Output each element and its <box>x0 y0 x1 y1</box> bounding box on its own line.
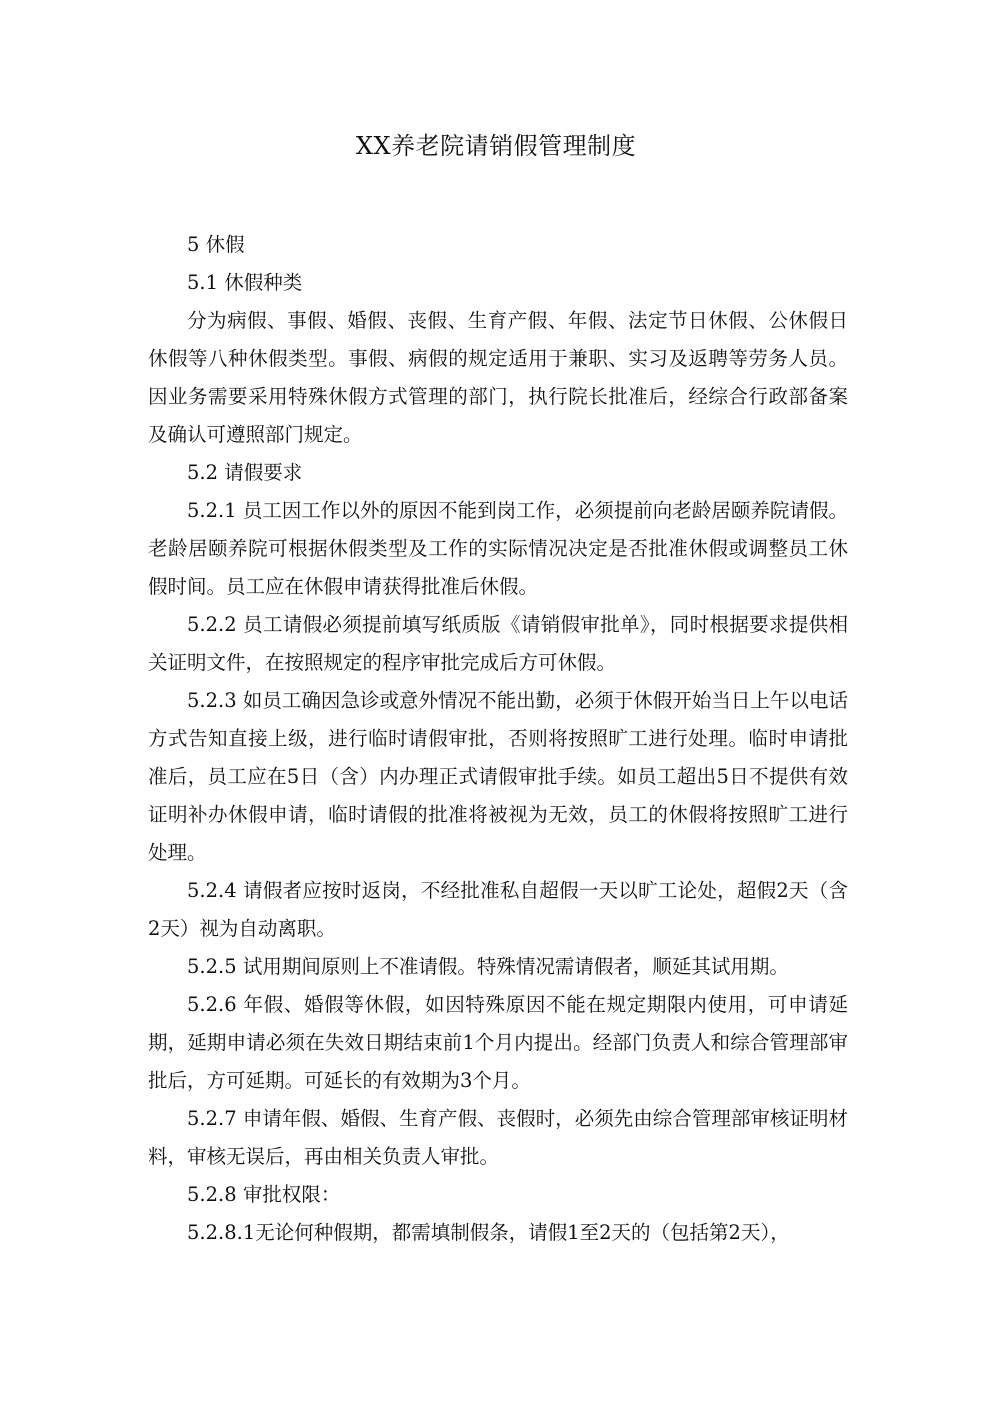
section-heading: 5 休假 <box>187 233 245 256</box>
subsection-heading: 5.2 请假要求 <box>187 461 303 484</box>
paragraph: 分为病假、事假、婚假、丧假、生育产假、年假、法定节日休假、公休假日休假等八种休假类型。事假、病假的规定适用于兼职、实习及返聘等劳务人员。因业务需要采用特殊休假方式管理的部门，执行院长批准后，经综合行政部备案及确认可遵照部门规定。 <box>148 309 848 446</box>
paragraph: 5.2.5 试用期间原则上不准请假。特殊情况需请假者，顺延其试用期。 <box>187 955 789 978</box>
paragraph: 5.2.6 年假、婚假等休假，如因特殊原因不能在规定期限内使用，可申请延期，延期申请必须在失效日期结束前1个月内提出。经部门负责人和综合管理部审批后，方可延期。可延长的有效期为3个月。 <box>148 993 848 1092</box>
document-body <box>148 226 848 1252</box>
paragraph: 5.2.7 申请年假、婚假、生育产假、丧假时，必须先由综合管理部审核证明材料，审核无误后，再由相关负责人审批。 <box>148 1107 848 1168</box>
paragraph: 5.2.1 员工因工作以外的原因不能到岗工作，必须提前向老龄居颐养院请假。老龄居颐养院可根据休假类型及工作的实际情况决定是否批准休假或调整员工休假时间。员工应在休假申请获得批准后休假。 <box>148 499 848 598</box>
document-title: XX养老院请销假管理制度 <box>355 132 637 160</box>
paragraph: 5.2.8 审批权限： <box>187 1183 341 1206</box>
subsection-heading: 5.1 休假种类 <box>187 271 303 294</box>
paragraph: 5.2.4 请假者应按时返岗，不经批准私自超假一天以旷工论处，超假2天（含2天）视为自动离职。 <box>148 879 848 940</box>
paragraph: 5.2.2 员工请假必须提前填写纸质版《请销假审批单》，同时根据要求提供相关证明文件，在按照规定的程序审批完成后方可休假。 <box>148 613 848 674</box>
paragraph: 5.2.3 如员工确因急诊或意外情况不能出勤，必须于休假开始当日上午以电话方式告知直接上级，进行临时请假审批，否则将按照旷工进行处理。临时申请批准后，员工应在5日（含）内办理正式请假审批手续。如员工超出5日不提供有效证明补办休假申请，临时请假的批准将被视为无效，员工的休假将按照旷工进行处理。 <box>148 689 848 864</box>
paragraph: 5.2.8.1无论何种假期，都需填制假条，请假1至2天的（包括第2天）， <box>187 1221 790 1244</box>
